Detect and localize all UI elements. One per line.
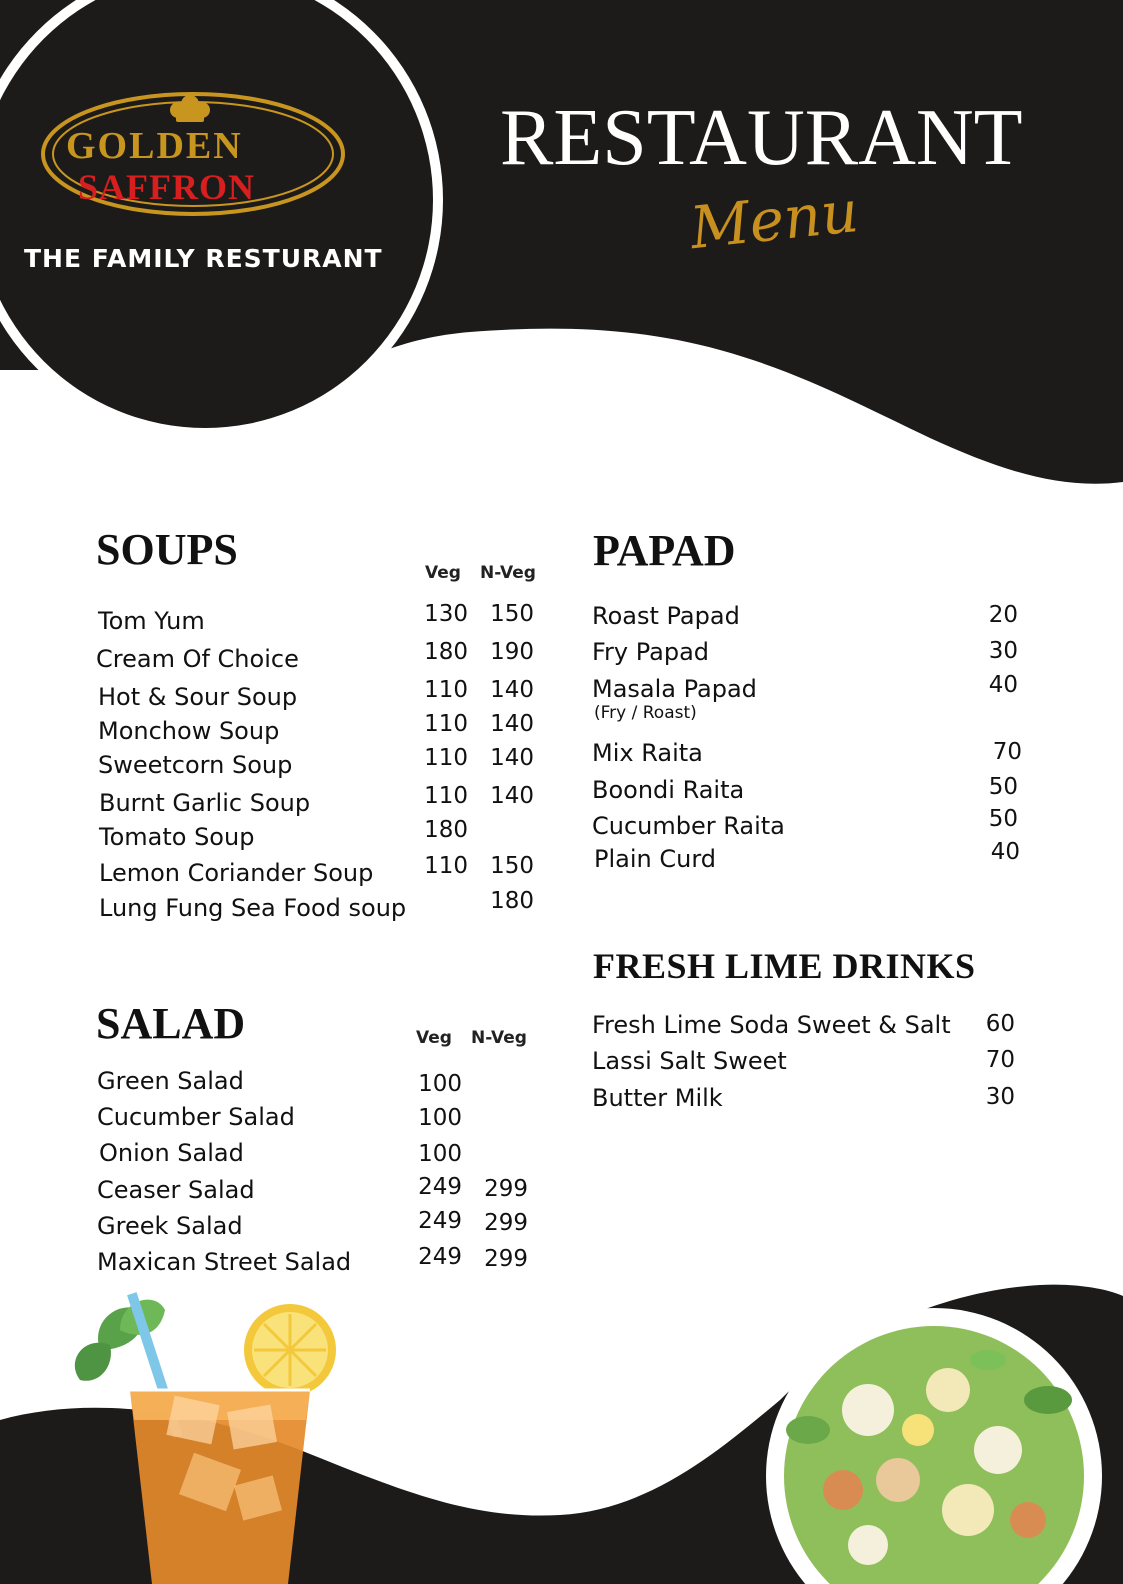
salad-row: [97, 1244, 547, 1278]
item-price-nveg: 140: [490, 745, 534, 771]
item-price-nveg: 299: [484, 1246, 528, 1272]
item-name: Sweetcorn Soup: [98, 751, 293, 779]
item-price-veg: 180: [424, 817, 468, 843]
item-price: 50: [988, 774, 1018, 800]
logo-golden-text: GOLDEN: [66, 125, 243, 167]
page-subtitle-script: Menu: [686, 176, 862, 263]
item-name: Maxican Street Salad: [97, 1248, 352, 1276]
item-name: Boondi Raita: [592, 776, 745, 804]
papad-row: [592, 638, 1022, 668]
item-price: 70: [992, 739, 1022, 765]
drinks-row: [592, 1011, 1022, 1041]
item-name: Burnt Garlic Soup: [99, 789, 311, 817]
item-price-veg: 249: [418, 1208, 462, 1234]
papad-row: [592, 672, 1022, 731]
salad-row: [97, 1208, 547, 1242]
item-name: Cucumber Salad: [97, 1103, 295, 1131]
salad-row: [97, 1067, 547, 1097]
salad-title: SALAD: [96, 999, 246, 1048]
drinks-title: FRESH LIME DRINKS: [593, 946, 976, 986]
item-price: 60: [985, 1011, 1015, 1037]
item-name: Cream Of Choice: [96, 645, 299, 673]
item-price-veg: 100: [418, 1071, 462, 1097]
item-price: 20: [988, 602, 1018, 628]
salad-row: [99, 1139, 549, 1169]
soup-row: [98, 677, 548, 713]
papad-title: PAPAD: [593, 526, 736, 575]
papad-row: [592, 602, 1022, 632]
drinks-row: [592, 1047, 1022, 1077]
logo-block: [0, 0, 440, 430]
item-price-nveg: 140: [490, 711, 534, 737]
item-name: Butter Milk: [592, 1084, 723, 1112]
soup-row: [99, 853, 549, 889]
item-price-nveg: 299: [484, 1210, 528, 1236]
item-price-nveg: 140: [490, 783, 534, 809]
item-name: Fresh Lime Soda Sweet & Salt: [592, 1011, 951, 1039]
item-name: Tom Yum: [98, 607, 205, 635]
logo-tagline: THE FAMILY RESTURANT: [24, 244, 383, 273]
salad-row: [97, 1103, 547, 1133]
drinks-row: [592, 1084, 1022, 1114]
item-name: Greek Salad: [97, 1212, 243, 1240]
item-price-nveg: 190: [490, 639, 534, 665]
item-name: Monchow Soup: [98, 717, 280, 745]
papad-row: [592, 806, 1022, 842]
item-name: Green Salad: [97, 1067, 244, 1095]
soups-title: SOUPS: [96, 525, 238, 574]
item-price-veg: 100: [418, 1141, 462, 1167]
item-price-veg: 110: [424, 745, 468, 771]
salad-bowl-illustration: [748, 1300, 1108, 1584]
item-name: Lassi Salt Sweet: [592, 1047, 787, 1075]
papad-row: [594, 839, 1024, 875]
soups-col-veg: Veg: [425, 563, 461, 583]
item-price-nveg: 150: [490, 853, 534, 879]
item-price-veg: 110: [424, 783, 468, 809]
item-price: 70: [985, 1047, 1015, 1073]
item-price: 40: [988, 672, 1018, 698]
item-name: Tomato Soup: [99, 823, 255, 851]
papad-row: [592, 739, 1022, 769]
soup-row: [96, 639, 546, 675]
item-name: Ceaser Salad: [97, 1176, 255, 1204]
item-name: Lung Fung Sea Food soup: [99, 894, 407, 922]
item-price-veg: 249: [418, 1174, 462, 1200]
item-name: Lemon Coriander Soup: [99, 859, 374, 887]
item-price-veg: 249: [418, 1244, 462, 1270]
item-price-nveg: 150: [490, 601, 534, 627]
item-price-veg: 110: [424, 853, 468, 879]
item-price-nveg: 299: [484, 1176, 528, 1202]
item-price-veg: 100: [418, 1105, 462, 1131]
item-price-veg: 180: [424, 639, 468, 665]
item-name: Cucumber Raita: [592, 812, 785, 840]
chef-hat-icon: [170, 95, 210, 122]
soup-row: [98, 711, 548, 747]
item-name: Onion Salad: [99, 1139, 244, 1167]
soup-row: [99, 783, 549, 819]
item-name: Masala Papad: [592, 675, 757, 703]
salad-col-veg: Veg: [416, 1028, 452, 1048]
item-name: Mix Raita: [592, 739, 703, 767]
soups-col-nveg: N-Veg: [480, 563, 536, 583]
soup-row: [98, 601, 548, 637]
item-price-veg: 110: [424, 677, 468, 703]
salad-row: [97, 1176, 547, 1206]
soup-row: [98, 745, 548, 781]
logo-saffron-text: SAFFRON: [78, 167, 255, 207]
item-price: 40: [990, 839, 1020, 865]
item-price: 50: [988, 806, 1018, 832]
item-price-nveg: 180: [490, 888, 534, 914]
papad-row: [592, 776, 1022, 806]
page-title: RESTAURANT: [500, 94, 1023, 182]
item-price-veg: 130: [424, 601, 468, 627]
soup-row: [99, 888, 549, 924]
item-name: Hot & Sour Soup: [98, 683, 298, 711]
item-note: (Fry / Roast): [594, 703, 697, 723]
item-name: Plain Curd: [594, 845, 717, 873]
item-name: Roast Papad: [592, 602, 740, 630]
item-price-nveg: 140: [490, 677, 534, 703]
salad-col-nveg: N-Veg: [471, 1028, 527, 1048]
item-name: Fry Papad: [592, 638, 710, 666]
item-price-veg: 110: [424, 711, 468, 737]
item-price: 30: [988, 638, 1018, 664]
soup-row: [99, 817, 549, 853]
item-price: 30: [985, 1084, 1015, 1110]
iced-tea-illustration: [60, 1290, 360, 1584]
